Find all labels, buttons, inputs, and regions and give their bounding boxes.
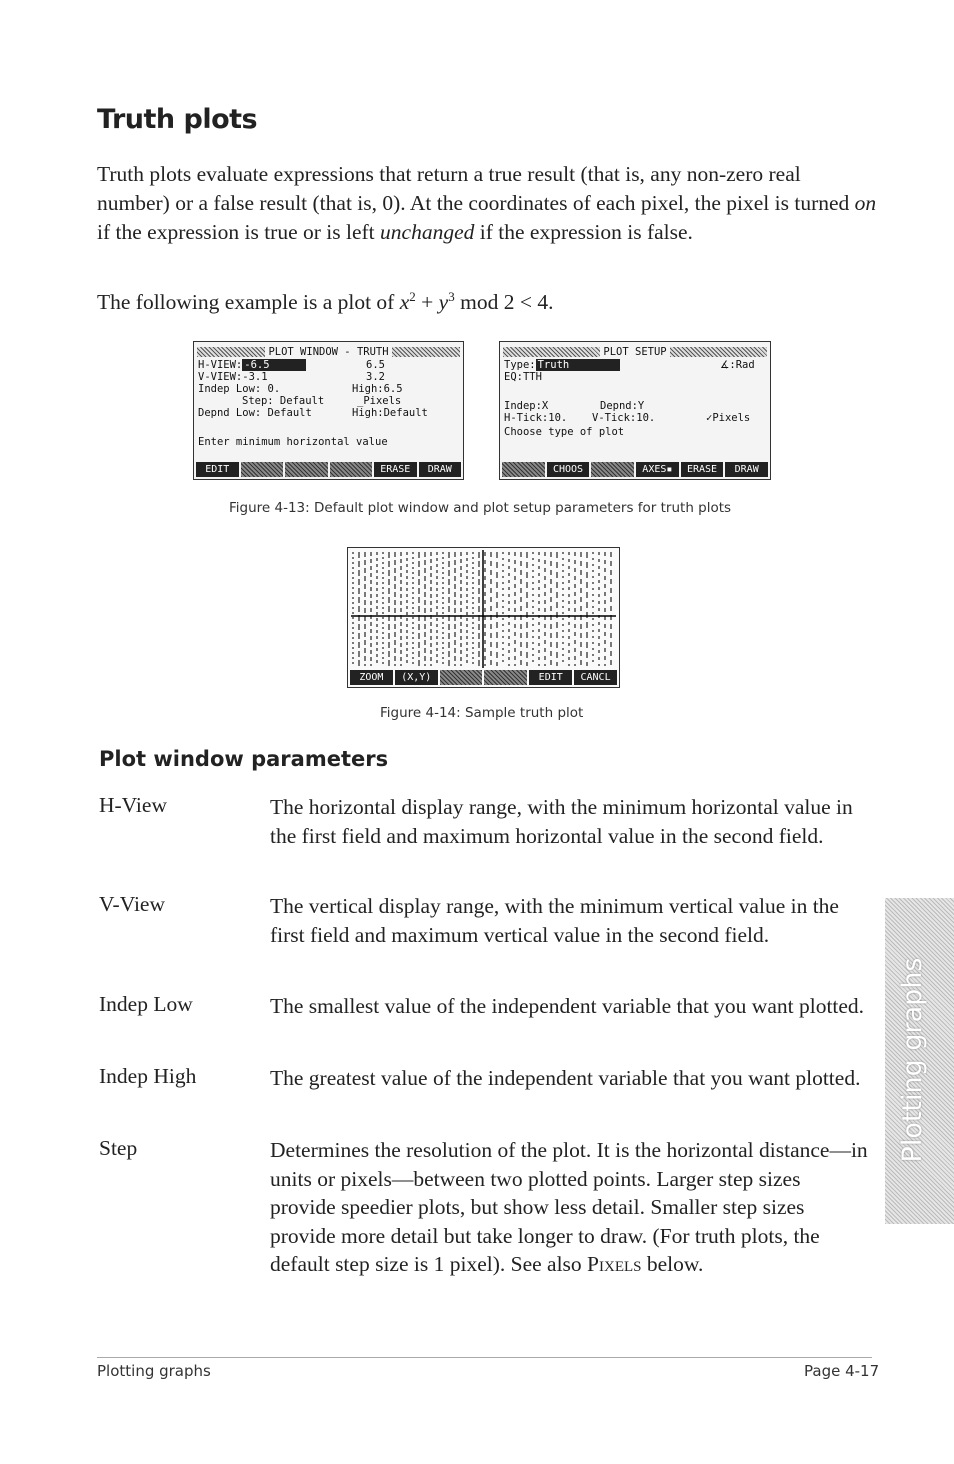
intro-paragraph: Truth plots evaluate expressions that return a true result (that is, any non-zero real number) or a false result (that is, 0). At the coordinates of each pixel, the pixel is turned on if the expression is true or is left unchanged if the expression is false. bbox=[97, 162, 877, 244]
softkey-menu bbox=[196, 462, 461, 477]
side-chapter-tab[interactable]: Plotting graphs bbox=[885, 898, 954, 1224]
softkey-cancel[interactable]: CANCL bbox=[574, 670, 617, 685]
eq-field[interactable]: EQ:TTH bbox=[504, 371, 542, 383]
hview-max-field[interactable]: 6.5 bbox=[366, 359, 385, 371]
step-field[interactable]: Step: Default bbox=[242, 395, 325, 407]
softkey-menu bbox=[502, 462, 768, 477]
softkey-empty bbox=[440, 670, 483, 685]
indep-field[interactable]: Indep:X bbox=[504, 400, 549, 412]
hview-min-field[interactable]: -6.5 bbox=[242, 359, 306, 371]
softkey-zoom[interactable]: ZOOM bbox=[350, 670, 393, 685]
def-indep-high: The greatest value of the independent variable that you want plotted. bbox=[270, 1066, 861, 1090]
screen-title: PLOT SETUP bbox=[603, 346, 667, 358]
softkey-choos[interactable]: CHOOS bbox=[547, 462, 590, 477]
screen-prompt: Choose type of plot bbox=[504, 426, 625, 438]
figure-13-caption: Figure 4-13: Default plot window and plot setup parameters for truth plots bbox=[229, 500, 732, 516]
footer-page-number: Page 4-17 bbox=[804, 1362, 880, 1380]
truth-plot-graphic bbox=[351, 550, 616, 668]
pixels-checkbox[interactable]: _Pixels bbox=[357, 395, 402, 407]
vtick-field[interactable]: V-Tick:10. bbox=[592, 412, 656, 424]
softkey-empty bbox=[484, 670, 527, 685]
figure-14-caption: Figure 4-14: Sample truth plot bbox=[380, 705, 584, 721]
softkey-edit[interactable]: EDIT bbox=[196, 462, 239, 477]
term-step: Step bbox=[99, 1136, 138, 1160]
softkey-xy[interactable]: (X,Y) bbox=[395, 670, 438, 685]
angle-field[interactable]: ∡:Rad bbox=[720, 359, 755, 371]
plot-setup-screen: PLOT SETUP Type: Truth ∡:Rad EQ:TTH Indep:X Depnd:Y H-Tick:10. V-Tick:10. ✓Pixels Choose type of plot CHOOS AXES▪ ERASE DRAW bbox=[499, 341, 771, 480]
softkey-empty bbox=[241, 462, 284, 477]
softkey-erase[interactable]: ERASE bbox=[681, 462, 724, 477]
page-heading: Truth plots bbox=[97, 104, 258, 135]
term-indep-low: Indep Low bbox=[99, 992, 193, 1016]
softkey-empty bbox=[285, 462, 328, 477]
htick-field[interactable]: H-Tick:10. bbox=[504, 412, 568, 424]
depnd-high-field[interactable]: High:Default bbox=[352, 407, 428, 419]
pixels-checkbox[interactable]: ✓Pixels bbox=[706, 412, 751, 424]
footer-left: Plotting graphs bbox=[97, 1362, 211, 1380]
softkey-empty bbox=[591, 462, 634, 477]
def-hview: The horizontal display range, with the minimum horizontal value in the first field and maximum horizontal value in the second field. bbox=[270, 795, 853, 848]
def-vview: The vertical display range, with the minimum vertical value in the first field and maximum vertical value in the second field. bbox=[270, 894, 839, 947]
softkey-erase[interactable]: ERASE bbox=[374, 462, 417, 477]
softkey-empty bbox=[330, 462, 373, 477]
example-paragraph: The following example is a plot of $x^2 + y^3$ mod 2 < 4. bbox=[97, 288, 554, 314]
depnd-field[interactable]: Depnd:Y bbox=[600, 400, 645, 412]
vview-min-field[interactable]: -3.1 bbox=[242, 371, 268, 383]
softkey-draw[interactable]: DRAW bbox=[725, 462, 768, 477]
def-step: Determines the resolution of the plot. It is the horizontal distance—in units or pixels—between two plotted points. Larger step sizes provide speedier plots, but show less detail. Smaller step sizes provide more detail but take longer to draw. (For truth plots, the default step size is 1 pixel). See also Pixels below. bbox=[270, 1138, 868, 1276]
screen-prompt: Enter minimum horizontal value bbox=[198, 436, 388, 448]
section-subheading: Plot window parameters bbox=[99, 747, 389, 771]
term-indep-high: Indep High bbox=[99, 1064, 197, 1088]
term-vview: V-View bbox=[99, 892, 165, 916]
indep-high-field[interactable]: High:6.5 bbox=[352, 383, 403, 395]
plot-window-screen: PLOT WINDOW - TRUTH H-VIEW: -6.5 6.5 V-VIEW:-3.1 3.2 Indep Low: 0. High:6.5 Step: Default _Pixels Depnd Low: Default High:Default Enter minimum horizontal value EDIT ERASE DRAW bbox=[193, 341, 464, 480]
indep-low-field[interactable]: Indep Low: 0. bbox=[198, 383, 281, 395]
truth-plot-screen bbox=[347, 547, 620, 688]
term-hview: H-View bbox=[99, 793, 167, 817]
screen-title: PLOT WINDOW - TRUTH bbox=[268, 346, 389, 358]
vview-max-field[interactable]: 3.2 bbox=[366, 371, 385, 383]
footer-rule bbox=[97, 1357, 872, 1358]
softkey-edit[interactable]: EDIT bbox=[529, 670, 572, 685]
softkey-axes[interactable]: AXES▪ bbox=[636, 462, 679, 477]
type-field[interactable]: Truth bbox=[536, 359, 620, 371]
softkey-empty bbox=[502, 462, 545, 477]
def-indep-low: The smallest value of the independent variable that you want plotted. bbox=[270, 994, 865, 1018]
softkey-draw[interactable]: DRAW bbox=[419, 462, 462, 477]
depnd-low-field[interactable]: Depnd Low: Default bbox=[198, 407, 312, 419]
softkey-menu bbox=[350, 670, 617, 685]
